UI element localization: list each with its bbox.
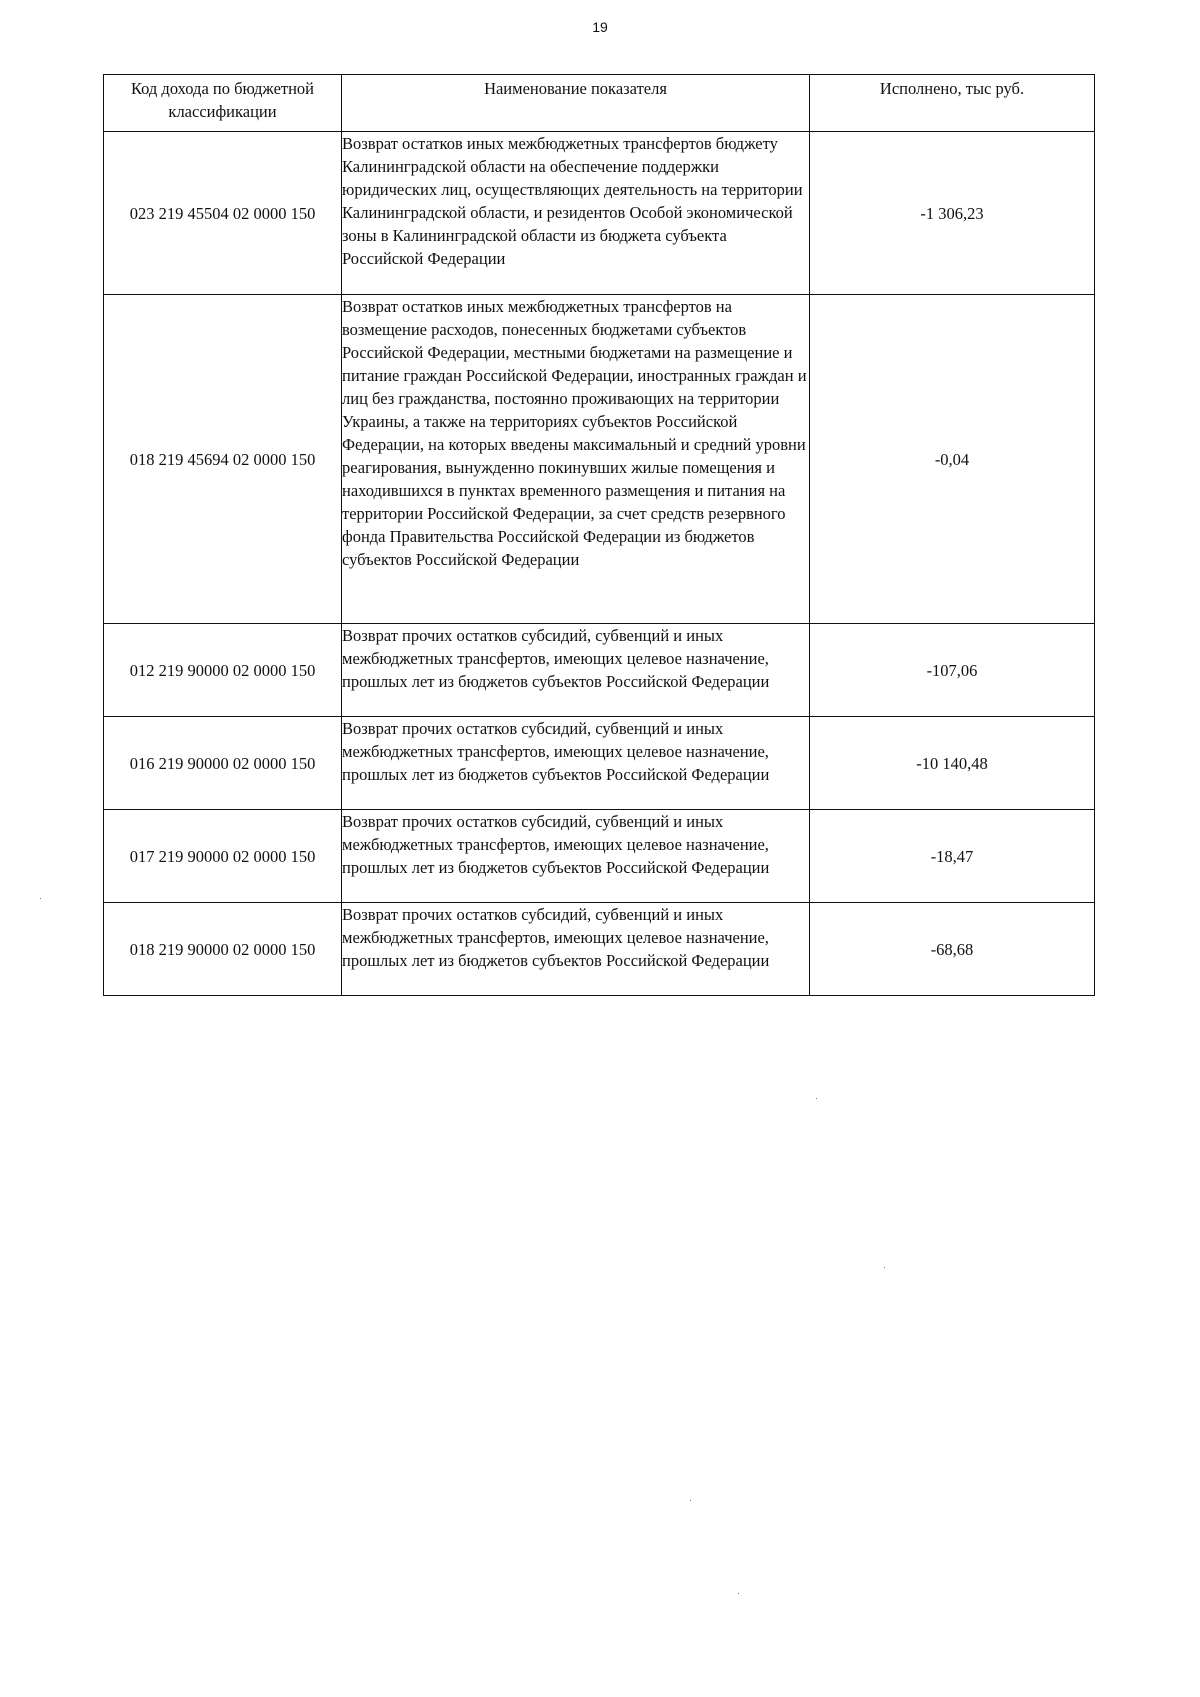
scan-speck	[884, 1267, 885, 1268]
table-row	[104, 903, 1095, 996]
scan-speck	[738, 1593, 739, 1594]
income-code-cell: 012 219 90000 02 0000 150	[104, 624, 342, 717]
table-body	[104, 132, 1095, 996]
budget-table	[103, 74, 1095, 996]
indicator-name-cell: Возврат остатков иных межбюджетных трансфертов на возмещение расходов, понесенных бюджетами субъектов Российской Федерации, местными бюджетами на размещение и питание граждан Российской Федерации, иностранных граждан и лиц без гражданства, постоянно проживающих на территории Украины, а также на территориях субъектов Российской Федерации, на которых введены максимальный и средний уровни реагирования, вынужденно покинувших жилые помещения и находившихся в пунктах временного размещения и питания на территории Российской Федерации, за счет средств резервного фонда Правительства Российской Федерации из бюджетов субъектов Российской Федерации	[342, 295, 810, 624]
table-row	[104, 132, 1095, 295]
amount-cell: -10 140,48	[810, 717, 1095, 810]
header-row	[104, 75, 1095, 132]
income-code-cell: 018 219 90000 02 0000 150	[104, 903, 342, 996]
amount-cell: -107,06	[810, 624, 1095, 717]
indicator-name-cell: Возврат остатков иных межбюджетных трансфертов бюджету Калининградской области на обеспечение поддержки юридических лиц, осуществляющих деятельность на территории Калининградской области, и резидентов Особой экономической зоны в Калининградской области из бюджета субъекта Российской Федерации	[342, 132, 810, 295]
indicator-name-cell: Возврат прочих остатков субсидий, субвенций и иных межбюджетных трансфертов, имеющих целевое назначение, прошлых лет из бюджетов субъектов Российской Федерации	[342, 810, 810, 903]
table-row	[104, 295, 1095, 624]
indicator-name-cell: Возврат прочих остатков субсидий, субвенций и иных межбюджетных трансфертов, имеющих целевое назначение, прошлых лет из бюджетов субъектов Российской Федерации	[342, 624, 810, 717]
income-code-cell: 023 219 45504 02 0000 150	[104, 132, 342, 295]
page-number: 19	[592, 19, 608, 35]
header-name: Наименование показателя	[342, 75, 810, 132]
table-header	[104, 75, 1095, 132]
amount-cell: -0,04	[810, 295, 1095, 624]
header-amount: Исполнено, тыс руб.	[810, 75, 1095, 132]
income-code-cell: 016 219 90000 02 0000 150	[104, 717, 342, 810]
scan-speck	[40, 898, 41, 899]
scan-speck	[690, 1500, 691, 1501]
indicator-name-cell: Возврат прочих остатков субсидий, субвенций и иных межбюджетных трансфертов, имеющих целевое назначение, прошлых лет из бюджетов субъектов Российской Федерации	[342, 903, 810, 996]
amount-cell: -1 306,23	[810, 132, 1095, 295]
scan-speck	[816, 1098, 817, 1099]
indicator-name-cell: Возврат прочих остатков субсидий, субвенций и иных межбюджетных трансфертов, имеющих целевое назначение, прошлых лет из бюджетов субъектов Российской Федерации	[342, 717, 810, 810]
table-row	[104, 717, 1095, 810]
income-code-cell: 017 219 90000 02 0000 150	[104, 810, 342, 903]
income-code-cell: 018 219 45694 02 0000 150	[104, 295, 342, 624]
amount-cell: -18,47	[810, 810, 1095, 903]
header-code: Код дохода по бюджетной классификации	[104, 75, 342, 132]
table-row	[104, 624, 1095, 717]
amount-cell: -68,68	[810, 903, 1095, 996]
table-row	[104, 810, 1095, 903]
